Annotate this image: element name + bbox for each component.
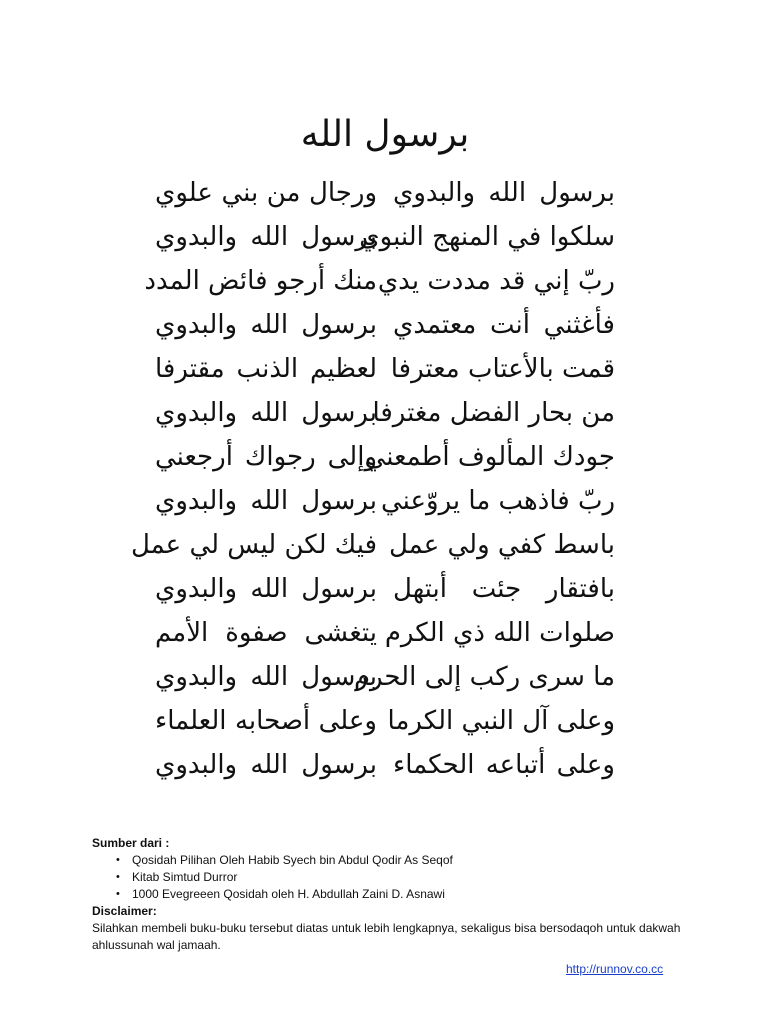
disclaimer-text: Silahkan membeli buku-buku tersebut diatas untuk lebih lengkapnya, sekaligus bisa bersodaqoh untuk dakwah ahlussunah wal jamaah. bbox=[92, 921, 681, 952]
source-text: Qosidah Pilihan Oleh Habib Syech bin Abdul Qodir As Seqof bbox=[132, 853, 453, 867]
disclaimer-heading: Disclaimer: bbox=[92, 904, 157, 918]
verse-left-hemistich: برسول الله والبدوي bbox=[155, 310, 377, 340]
verse-left-hemistich: منك أرجو فائض المدد bbox=[144, 266, 377, 296]
verse-left-hemistich: فيك لكن ليس لي عمل bbox=[130, 530, 377, 560]
website-link[interactable]: http://runnov.co.cc bbox=[566, 962, 664, 976]
bullet-icon: • bbox=[116, 888, 120, 900]
verse-right-hemistich: سلكوا في المنهج النبوي bbox=[359, 222, 615, 252]
verse-row bbox=[155, 304, 615, 346]
qasidah-scan bbox=[130, 100, 615, 790]
verse-left-hemistich: برسول الله والبدوي bbox=[155, 750, 377, 780]
verse-left-hemistich: ورجال من بني علوي bbox=[155, 178, 377, 208]
source-text: 1000 Evegreeen Qosidah oleh H. Abdullah Zaini D. Asnawi bbox=[132, 887, 445, 901]
verse-row bbox=[155, 172, 615, 214]
verse-right-hemistich: وعلى أتباعه الحكماء bbox=[393, 750, 615, 780]
bullet-icon: • bbox=[116, 871, 120, 883]
verse-right-hemistich: صلوات الله ذي الكرم bbox=[384, 618, 615, 648]
verse-row bbox=[155, 348, 615, 390]
verse-right-hemistich: بافتقار جئت أبتهل bbox=[393, 574, 615, 604]
bullet-icon: • bbox=[116, 854, 120, 866]
verse-row bbox=[155, 480, 615, 522]
verse-right-hemistich: ربّ إني قد مددت يدي bbox=[377, 266, 615, 296]
verse-right-hemistich: وعلى آل النبي الكرما bbox=[387, 706, 615, 736]
verse-row bbox=[155, 612, 615, 654]
verse-row bbox=[155, 700, 615, 742]
verse-left-hemistich: برسول الله والبدوي bbox=[155, 398, 377, 428]
verse-row bbox=[155, 568, 615, 610]
sources-list bbox=[92, 852, 692, 903]
source-text: Kitab Simtud Durror bbox=[132, 870, 238, 884]
verse-right-hemistich: ما سرى ركب إلى الحرم bbox=[353, 662, 615, 692]
verse-right-hemistich: فأغثني أنت معتمدي bbox=[393, 310, 615, 340]
verse-right-hemistich: ربّ فاذهب ما يروّعني bbox=[380, 486, 615, 516]
verse-left-hemistich: لعظيم الذنب مقترفا bbox=[155, 354, 377, 384]
verse-left-hemistich: يتغشى صفوة الأمم bbox=[155, 618, 377, 648]
verse-right-hemistich: من بحار الفضل مغترفا bbox=[372, 398, 615, 428]
verse-row bbox=[155, 216, 615, 258]
verse-right-hemistich: برسول الله والبدوي bbox=[393, 178, 615, 208]
verse-left-hemistich: وعلى أصحابه العلماء bbox=[155, 706, 377, 736]
verse-left-hemistich: برسول الله والبدوي bbox=[155, 486, 377, 516]
source-footer bbox=[92, 835, 692, 954]
qasidah-title: برسول الله bbox=[300, 114, 470, 155]
source-item bbox=[92, 852, 692, 869]
verse-left-hemistich: برسول الله والبدوي bbox=[155, 662, 377, 692]
source-item bbox=[92, 869, 692, 886]
verse-left-hemistich: وإلى رجواك أرجعني bbox=[155, 442, 377, 472]
verse-row bbox=[155, 436, 615, 478]
verse-left-hemistich: برسول الله والبدوي bbox=[155, 574, 377, 604]
sources-heading: Sumber dari : bbox=[92, 836, 170, 850]
verse-right-hemistich: باسط كفي ولي عمل bbox=[388, 530, 615, 560]
verse-row bbox=[155, 392, 615, 434]
source-item bbox=[92, 886, 692, 903]
verse-left-hemistich: برسول الله والبدوي bbox=[155, 222, 377, 252]
verse-row bbox=[130, 524, 615, 566]
verse-row bbox=[155, 744, 615, 786]
verse-row bbox=[155, 656, 615, 698]
verse-row bbox=[144, 260, 615, 302]
verse-right-hemistich: جودك المألوف أطمعني bbox=[364, 442, 615, 472]
verse-right-hemistich: قمت بالأعتاب معترفا bbox=[390, 354, 615, 384]
